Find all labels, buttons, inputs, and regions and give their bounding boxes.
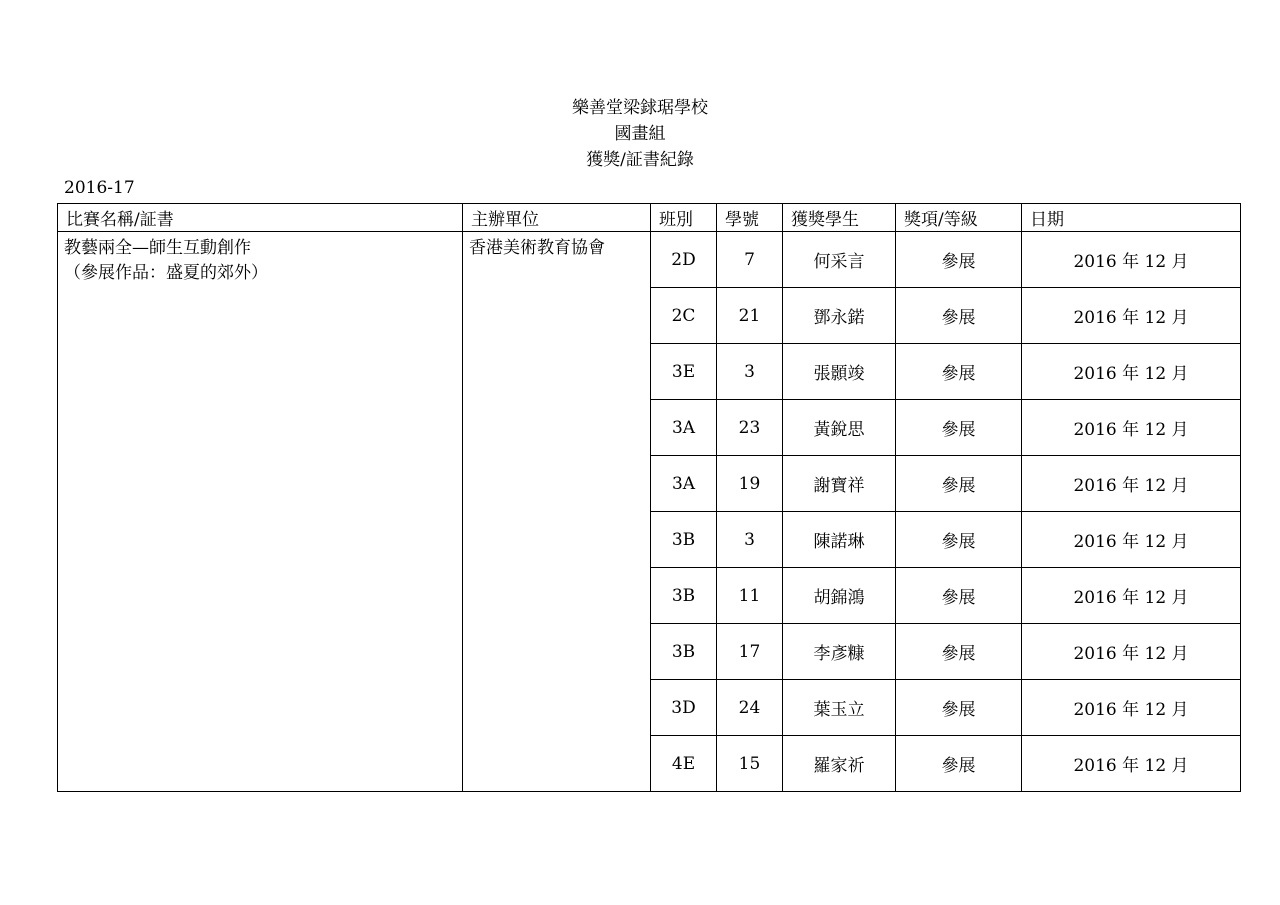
class-cell: 3B (651, 624, 717, 680)
award-cell: 參展 (896, 568, 1022, 624)
student-name-cell: 鄧永鍩 (783, 288, 896, 344)
group-name: 國畫組 (614, 124, 666, 144)
date-cell: 2016 年 12 月 (1022, 400, 1241, 456)
student-name-cell: 羅家祈 (783, 736, 896, 792)
student-no-cell: 24 (717, 680, 783, 736)
col-header-class: 班別 (651, 204, 717, 232)
date-cell: 2016 年 12 月 (1022, 624, 1241, 680)
student-name-cell: 黃銳思 (783, 400, 896, 456)
student-name-cell: 何采言 (783, 232, 896, 288)
student-no-cell: 11 (717, 568, 783, 624)
date-cell: 2016 年 12 月 (1022, 288, 1241, 344)
date-cell: 2016 年 12 月 (1022, 456, 1241, 512)
class-cell: 3D (651, 680, 717, 736)
col-header-date: 日期 (1022, 204, 1241, 232)
class-cell: 3A (651, 400, 717, 456)
competition-cell (58, 232, 463, 792)
date-cell: 2016 年 12 月 (1022, 680, 1241, 736)
student-no-cell: 7 (717, 232, 783, 288)
class-cell: 3A (651, 456, 717, 512)
col-header-award: 獎項/等級 (896, 204, 1022, 232)
organizer-cell: 香港美術教育協會 (463, 232, 651, 792)
record-title: 獲獎/証書紀錄 (586, 150, 694, 170)
class-cell: 3B (651, 512, 717, 568)
award-cell: 參展 (896, 232, 1022, 288)
student-no-cell: 3 (717, 344, 783, 400)
student-name-cell: 陳諾琳 (783, 512, 896, 568)
student-name-cell: 張顥竣 (783, 344, 896, 400)
student-no-cell: 17 (717, 624, 783, 680)
class-cell: 3E (651, 344, 717, 400)
class-cell: 3B (651, 568, 717, 624)
student-no-cell: 3 (717, 512, 783, 568)
student-no-cell: 15 (717, 736, 783, 792)
col-header-student-no: 學號 (717, 204, 783, 232)
award-cell: 參展 (896, 400, 1022, 456)
school-name: 樂善堂梁銶琚學校 (572, 98, 708, 118)
award-cell: 參展 (896, 456, 1022, 512)
document-heading (0, 95, 1280, 173)
col-header-competition: 比賽名稱/証書 (58, 204, 463, 232)
award-cell: 參展 (896, 624, 1022, 680)
award-cell: 參展 (896, 288, 1022, 344)
award-record-table (57, 203, 1241, 792)
col-header-organizer: 主辦單位 (463, 204, 651, 232)
date-cell: 2016 年 12 月 (1022, 344, 1241, 400)
student-no-cell: 23 (717, 400, 783, 456)
student-name-cell: 謝寶祥 (783, 456, 896, 512)
competition-subtitle: （參展作品：盛夏的郊外） (64, 263, 268, 283)
col-header-student: 獲獎學生 (783, 204, 896, 232)
date-cell: 2016 年 12 月 (1022, 512, 1241, 568)
award-cell: 參展 (896, 736, 1022, 792)
class-cell: 2C (651, 288, 717, 344)
student-no-cell: 21 (717, 288, 783, 344)
student-no-cell: 19 (717, 456, 783, 512)
student-name-cell: 胡錦鴻 (783, 568, 896, 624)
table-header-row (58, 204, 1241, 232)
award-cell: 參展 (896, 344, 1022, 400)
date-cell: 2016 年 12 月 (1022, 232, 1241, 288)
date-cell: 2016 年 12 月 (1022, 568, 1241, 624)
award-cell: 參展 (896, 512, 1022, 568)
date-cell: 2016 年 12 月 (1022, 736, 1241, 792)
award-cell: 參展 (896, 680, 1022, 736)
table-row (58, 232, 1241, 288)
student-name-cell: 葉玉立 (783, 680, 896, 736)
school-year: 2016-17 (64, 178, 135, 198)
class-cell: 2D (651, 232, 717, 288)
competition-name: 教藝兩全—師生互動創作 (64, 238, 251, 258)
student-name-cell: 李彥糠 (783, 624, 896, 680)
class-cell: 4E (651, 736, 717, 792)
